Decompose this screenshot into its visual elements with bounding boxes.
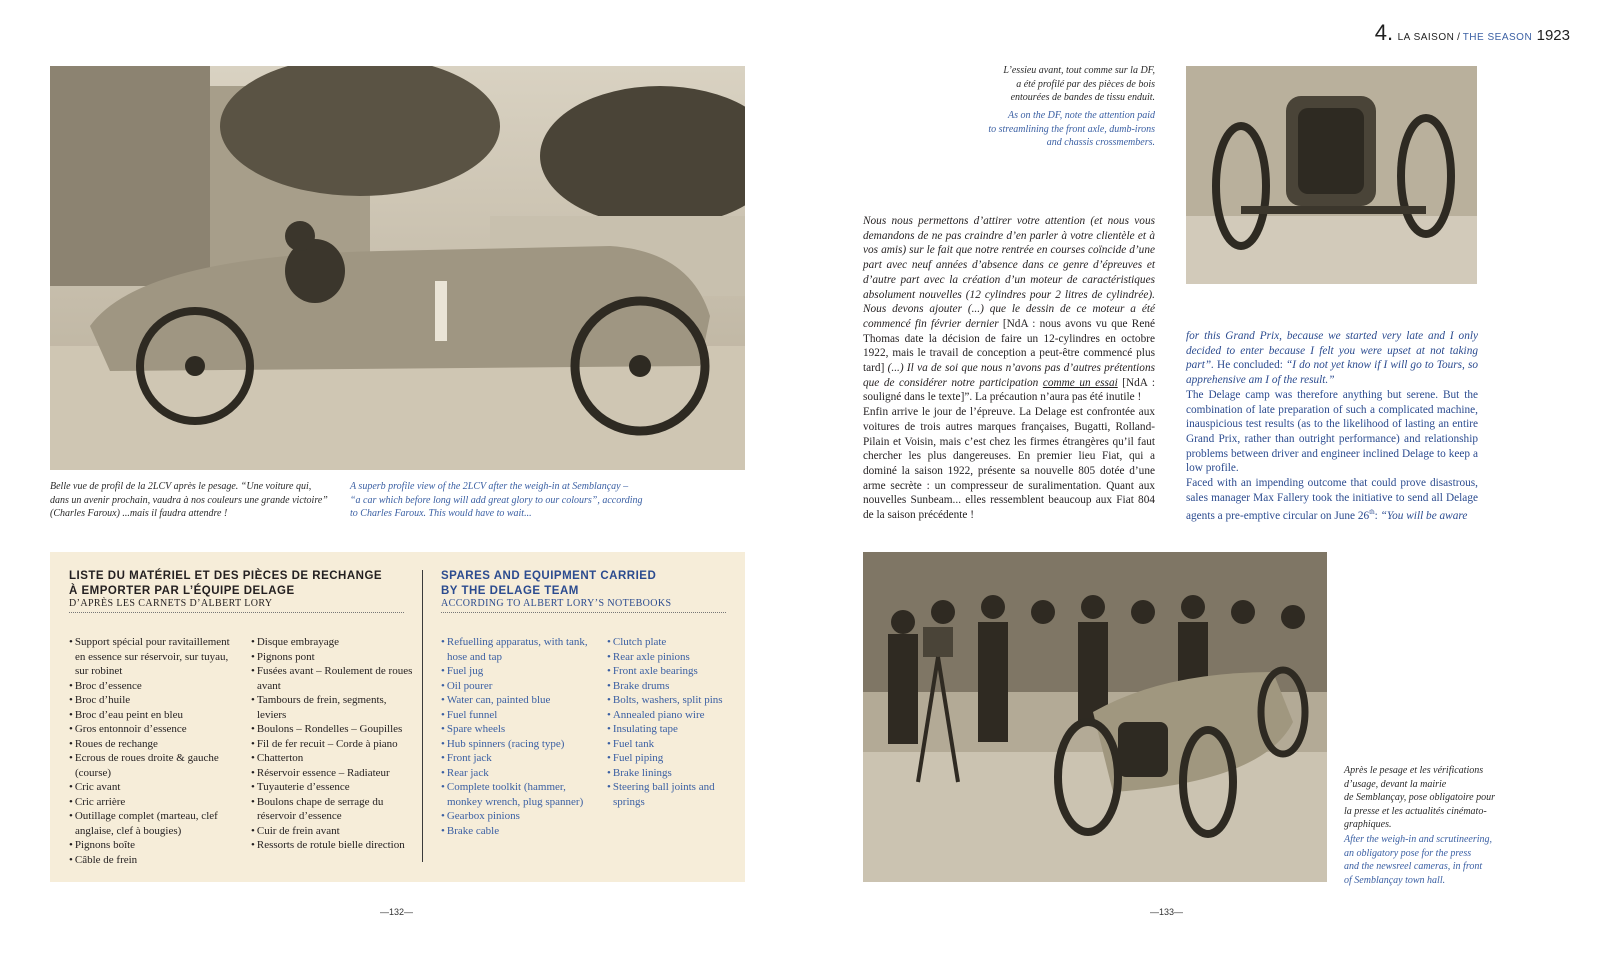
spare-item: • Outillage complet (marteau, clef anglaise, clef à bougies) bbox=[69, 809, 239, 838]
quote-italic: “I do not yet know if I will go to Tours, so apprehensive am I of the result.” bbox=[1186, 359, 1478, 387]
spare-item: • Tambours de frein, segments, leviers bbox=[251, 693, 416, 722]
crowd-caption-en bbox=[1344, 833, 1514, 887]
caption-line: to streamlining the front axle, dumb-irons bbox=[988, 123, 1155, 135]
spares-subtitle-fr: D’APRÈS LES CARNETS D’ALBERT LORY bbox=[69, 598, 404, 613]
caption-line: and the newsreel cameras, in front bbox=[1344, 861, 1483, 872]
spare-item: • Brake cable bbox=[441, 824, 596, 839]
chapter-title-separator: / bbox=[1454, 32, 1463, 43]
caption-line: a été profilé par des pièces de bois bbox=[1016, 78, 1155, 90]
spares-title-fr-1: LISTE DU MATÉRIEL ET DES PIÈCES DE RECHANGE bbox=[69, 570, 383, 582]
crowd-car-camera-photo bbox=[863, 552, 1327, 882]
spare-item: • Steering ball joints and springs bbox=[607, 780, 737, 809]
chapter-title-fr: LA SAISON bbox=[1397, 32, 1455, 43]
spare-item: • Annealed piano wire bbox=[607, 708, 737, 723]
spare-item: • Disque embrayage bbox=[251, 635, 416, 650]
caption-line: entourées de bandes de tissu enduit. bbox=[1010, 92, 1155, 103]
caption-line: Belle vue de profil de la 2LCV après le pesage. “Une voiture qui, bbox=[50, 481, 312, 492]
underlined-text: comme un essai bbox=[1042, 376, 1118, 389]
plain-text: Faced with an impending outcome that could prove disastrous, sales manager Max Fallery took the initiative to send all Delage agents a pre-emptive circular on June 26 bbox=[1186, 477, 1478, 523]
spare-item: • Insulating tape bbox=[607, 722, 737, 737]
body-paragraph-en-2: The Delage camp was therefore anything but serene. But the combination of late preparation of such a complicated machine, inauspicious test results (as to the likelihood of lasting an entire Grand Prix, rather than outright performance) and relationship problems between driver and engineer inclined Delage to keep a low profile. bbox=[1186, 388, 1478, 475]
spare-item: • Fuel jug bbox=[441, 664, 596, 679]
quote-italic: “You will be aware bbox=[1380, 510, 1468, 523]
spare-item: • Broc d’essence bbox=[69, 679, 239, 694]
spare-item: • Fuel funnel bbox=[441, 708, 596, 723]
spare-item: • Hub spinners (racing type) bbox=[441, 737, 596, 752]
caption-line: de Semblançay, pose obligatoire pour bbox=[1344, 792, 1495, 803]
spares-title-en-2: BY THE DELAGE TEAM bbox=[441, 584, 579, 597]
spare-item: • Gros entonnoir d’essence bbox=[69, 722, 239, 737]
spares-list-en-col2 bbox=[607, 635, 737, 809]
quote-italic: for this Grand Prix, because we started very late and I only decided to enter because I felt you were upset at not taking part”. bbox=[1186, 330, 1478, 372]
spares-list-en-col1 bbox=[441, 635, 596, 838]
body-text-en bbox=[1186, 329, 1478, 524]
race-car-front-illustration bbox=[1186, 66, 1477, 284]
chapter-header bbox=[1375, 20, 1570, 46]
spares-title-en-block bbox=[441, 569, 726, 613]
spare-item: • Water can, painted blue bbox=[441, 693, 596, 708]
caption-line: of Semblançay town hall. bbox=[1344, 874, 1446, 886]
axle-caption-en bbox=[900, 109, 1155, 150]
spare-item: • Fusées avant – Roulement de roues avant bbox=[251, 664, 416, 693]
spare-item: • Complete toolkit (hammer, monkey wrench, plug spanner) bbox=[441, 780, 596, 809]
spare-item: • Fuel piping bbox=[607, 751, 737, 766]
caption-line: graphiques. bbox=[1344, 819, 1392, 830]
race-car-profile-illustration bbox=[50, 66, 745, 470]
body-text-fr bbox=[863, 214, 1155, 523]
spares-list-fr-col2 bbox=[251, 635, 416, 853]
spares-list-box bbox=[50, 552, 745, 882]
page-number-left: —132— bbox=[380, 907, 414, 917]
spare-item: • Ecrous de roues droite & gauche (course) bbox=[69, 751, 239, 780]
caption-line: la presse et les actualités cinémato- bbox=[1344, 805, 1487, 817]
spare-item: • Ressorts de rotule bielle direction bbox=[251, 838, 416, 853]
caption-line: Après le pesage et les vérifications bbox=[1344, 765, 1484, 776]
spare-item: • Cric arrière bbox=[69, 795, 239, 810]
spare-item: • Boulons chape de serrage du réservoir d’essence bbox=[251, 795, 416, 824]
note-text: [NdA : nous avons vu que René Thomas date la décision de faire un 12-cylindres en octobre 1922, mais le travail de conception a peut-être commencé plus tard] bbox=[863, 317, 1156, 375]
crowd-caption-fr bbox=[1344, 764, 1514, 832]
spare-item: • Broc d’eau peint en bleu bbox=[69, 708, 239, 723]
caption-line: to Charles Faroux. This would have to wait... bbox=[350, 508, 532, 519]
spare-item: • Boulons – Rondelles – Goupilles bbox=[251, 722, 416, 737]
spare-item: • Fuel tank bbox=[607, 737, 737, 752]
spare-item: • Oil pourer bbox=[441, 679, 596, 694]
box-divider bbox=[422, 570, 423, 862]
spare-item: • Broc d’huile bbox=[69, 693, 239, 708]
race-car-profile-photo bbox=[50, 66, 745, 470]
chapter-number: 4. bbox=[1374, 20, 1394, 45]
crowd-car-camera-illustration bbox=[863, 552, 1327, 882]
superscript: th bbox=[1369, 508, 1375, 517]
plain-text: : bbox=[1374, 510, 1381, 523]
spares-subtitle-en: ACCORDING TO ALBERT LORY’S NOTEBOOKS bbox=[441, 598, 726, 613]
race-car-front-photo bbox=[1186, 66, 1477, 284]
spare-item: • Brake linings bbox=[607, 766, 737, 781]
caption-line: dans un avenir prochain, vaudra à nos couleurs une grande victoire” bbox=[50, 494, 328, 506]
spare-item: • Tuyauterie d’essence bbox=[251, 780, 416, 795]
plain-text: He concluded: bbox=[1213, 359, 1286, 372]
spare-item: • Cuir de frein avant bbox=[251, 824, 416, 839]
spares-list-fr-col1 bbox=[69, 635, 239, 867]
caption-line: A superb profile view of the 2LCV after the weigh-in at Semblançay – bbox=[350, 481, 629, 492]
spare-item: • Câble de frein bbox=[69, 853, 239, 868]
quote-italic: Nous nous permettons d’attirer votre attention (et nous vous demandons de ne pas craindre d’en parler à votre clientèle et à vos amis) sur le fait que notre rentrée en courses coïncide d’une part avec neuf années d’absence dans ce genre d’épreuves et d’autre part avec la création d’un moteur de caractéristiques absolument nouvelles (12 cylindres pour 2 litres de cylindrée). Nous devons ajouter (...) que le dessin de ce moteur a été commencé fin février dernier bbox=[863, 215, 1155, 330]
spare-item: • Rear jack bbox=[441, 766, 596, 781]
axle-caption-fr bbox=[900, 64, 1155, 105]
spare-item: • Front jack bbox=[441, 751, 596, 766]
caption-line: and chassis crossmembers. bbox=[1046, 137, 1155, 148]
spares-title-en-1: SPARES AND EQUIPMENT CARRIED bbox=[441, 570, 657, 582]
spares-title-fr-block bbox=[69, 569, 404, 613]
spare-item: • Clutch plate bbox=[607, 635, 737, 650]
page-number-right: —133— bbox=[1150, 907, 1184, 917]
profile-caption-fr bbox=[50, 480, 340, 521]
chapter-title-en: THE SEASON bbox=[1462, 32, 1533, 43]
spare-item: • Chatterton bbox=[251, 751, 416, 766]
spare-item: • Brake drums bbox=[607, 679, 737, 694]
caption-line: an obligatory pose for the press bbox=[1344, 847, 1472, 859]
spare-item: • Gearbox pinions bbox=[441, 809, 596, 824]
note-text: [NdA : souligné dans le texte]”. La précaution n’aura pas été inutile ! bbox=[863, 376, 1155, 404]
caption-line: “a car which before long will add great glory to our colours”, according bbox=[350, 494, 643, 506]
spare-item: • Front axle bearings bbox=[607, 664, 737, 679]
body-paragraph-en-1 bbox=[1186, 329, 1478, 388]
caption-line: (Charles Faroux) ...mais il faudra attendre ! bbox=[50, 508, 228, 519]
body-paragraph-en-3 bbox=[1186, 476, 1478, 524]
spare-item: • Roues de rechange bbox=[69, 737, 239, 752]
spares-title-fr-2: À EMPORTER PAR L’ÉQUIPE DELAGE bbox=[69, 584, 295, 597]
spare-item: • Fil de fer recuit – Corde à piano bbox=[251, 737, 416, 752]
caption-line: d’usage, devant la mairie bbox=[1344, 778, 1447, 790]
caption-line: As on the DF, note the attention paid bbox=[1007, 110, 1155, 121]
profile-caption-en bbox=[350, 480, 660, 521]
spare-item: • Rear axle pinions bbox=[607, 650, 737, 665]
quote-italic: (...) Il va de soi que nous n’avons pas d’autres prétentions que de considérer notre participation bbox=[863, 362, 1155, 389]
spare-item: • Pignons boîte bbox=[69, 838, 239, 853]
spare-item: • Support spécial pour ravitaillement en essence sur réservoir, sur tuyau, sur robinet bbox=[69, 635, 239, 679]
spare-item: • Refuelling apparatus, with tank, hose and tap bbox=[441, 635, 596, 664]
spare-item: • Cric avant bbox=[69, 780, 239, 795]
caption-line: After the weigh-in and scrutineering, bbox=[1344, 834, 1493, 845]
spare-item: • Pignons pont bbox=[251, 650, 416, 665]
spare-item: • Bolts, washers, split pins bbox=[607, 693, 737, 708]
chapter-year: 1923 bbox=[1536, 27, 1570, 44]
caption-line: L’essieu avant, tout comme sur la DF, bbox=[1003, 65, 1155, 76]
spare-item: • Spare wheels bbox=[441, 722, 596, 737]
body-paragraph-fr-1 bbox=[863, 214, 1155, 405]
spare-item: • Réservoir essence – Radiateur bbox=[251, 766, 416, 781]
body-paragraph-fr-2: Enfin arrive le jour de l’épreuve. La Delage est confrontée aux voitures de trois autres marques françaises, Bugatti, Rolland-Pilain et Voisin, mais c’est chez les firmes étrangères qu’il faut chercher les plus dangereuses. En premier lieu Fiat, qui a dominé la saison 1922, présente sa nouvelle 805 dotée d’une arme secrète : un compresseur de suralimentation. Quant aux nouvelles Sunbeam... elles ressemblent beaucoup aux Fiat 804 de la saison précédente ! bbox=[863, 406, 1155, 522]
